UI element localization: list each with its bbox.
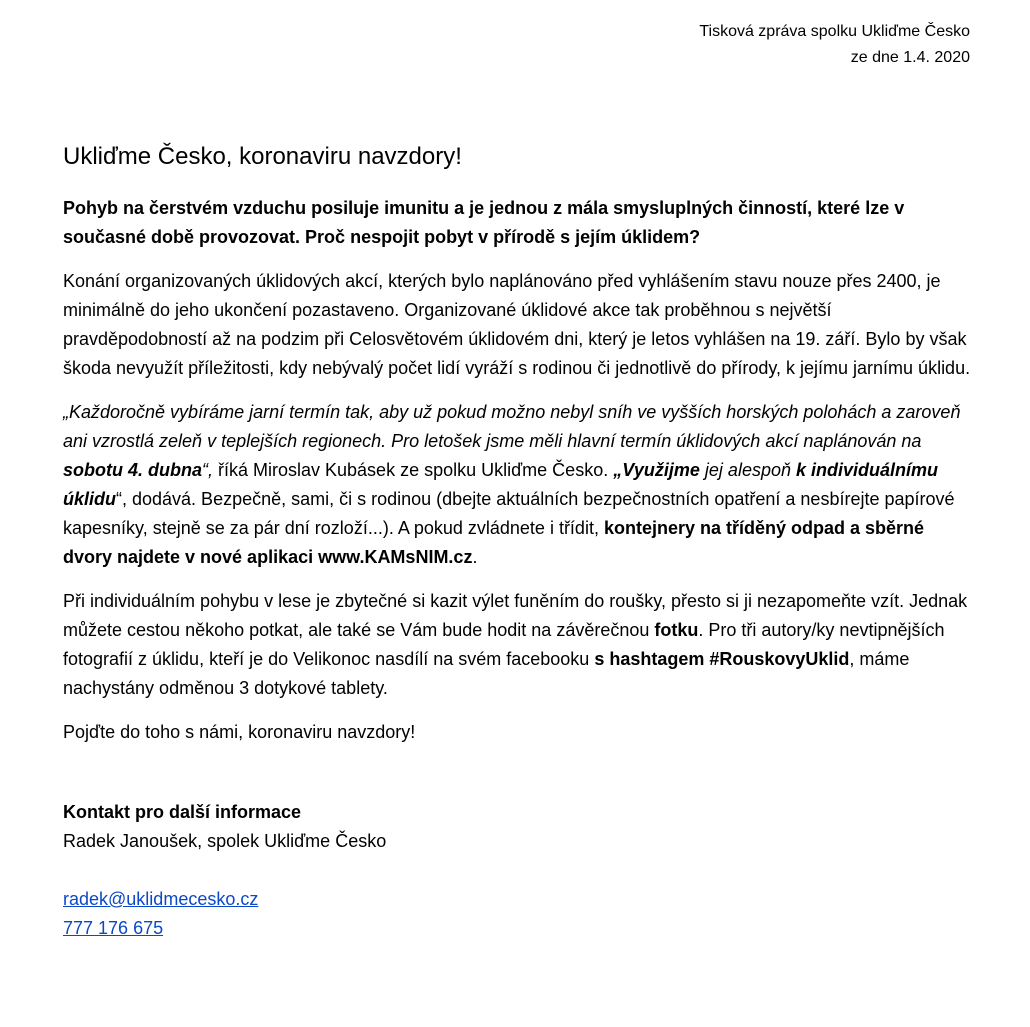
quote-2-end: “	[116, 489, 122, 509]
contact-name: Radek Janoušek, spolek Ukliďme Česko	[63, 831, 387, 851]
attribution: říká Miroslav Kubásek ze spolku Ukliďme Česko.	[213, 460, 614, 480]
lead-paragraph: Pohyb na čerstvém vzduchu posiluje imunitu a je jednou z mála smysluplných činností, které lze v současné době provozovat. Proč nespojit pobyt v přírodě s jejím úklidem?	[63, 198, 905, 247]
quote-1-date: sobotu 4. dubna	[63, 460, 202, 480]
paragraph-2	[63, 398, 973, 572]
paragraph-3-text-2: . Pro tři autory/ky nevtipnějších fotografií z úklidu, kteří je do Velikonoc nasdílí na svém facebooku	[63, 620, 945, 669]
contact-heading: Kontakt pro další informace	[63, 802, 302, 822]
paragraph-3-text-1: Při individuálním pohybu v lese je zbytečné si kazit výlet funěním do roušky, přesto si ji nezapomeňte vzít. Jednak můžete cestou někoho potkat, ale také se Vám bude hodit na závěrečnou	[63, 591, 968, 640]
quote-2-mid: jej alespoň	[699, 460, 796, 480]
paragraph-2-text: , dodává. Bezpečně, sami, či s rodinou (dbejte aktuálních bezpečnostních opatření a nesbírejte papírové kapesníky, stejně se za pár dní rozloží...). A pokud zvládnete i třídit,	[63, 489, 955, 538]
contact-section	[63, 798, 973, 943]
paragraph-4: Pojďte do toho s námi, koronaviru navzdory!	[63, 722, 416, 742]
quote-1: „Každoročně vybíráme jarní termín tak, aby už pokud možno nebyl sníh ve vyšších horských polohách a zaroveň ani vzrostlá zeleň v teplejších regionech. Pro letošek jsme měli hlavní termín úklidových akcí naplánován na	[63, 402, 961, 451]
contact-phone-link[interactable]: 777 176 675	[63, 918, 164, 938]
document-body	[63, 140, 973, 943]
header-date: ze dne 1.4. 2020	[850, 49, 970, 66]
header-line-1: Tisková zpráva spolku Ukliďme Česko	[699, 23, 970, 40]
hashtag: s hashtagem #RouskovyUklid	[594, 649, 850, 669]
contact-email-link[interactable]: radek@uklidmecesko.cz	[63, 889, 259, 909]
quote-1-end: “,	[202, 460, 213, 480]
contact-gap	[63, 856, 973, 885]
photo-word: fotku	[654, 620, 699, 640]
paragraph-3-text-3: , máme nachystány odměnou 3 dotykové tablety.	[63, 649, 910, 698]
paragraph-2-final: .	[472, 547, 478, 567]
section-spacer	[63, 762, 973, 798]
quote-2-bold: k individuálnímu úklidu	[63, 460, 939, 509]
quote-2-start: „Využijme	[613, 460, 700, 480]
page-title: Ukliďme Česko, koronaviru navzdory!	[63, 143, 462, 170]
document-header	[699, 19, 970, 71]
kamsnim-mention: kontejnery na tříděný odpad a sběrné dvory najdete v nové aplikaci www.KAMsNIM.cz	[63, 518, 925, 567]
paragraph-3	[63, 587, 973, 703]
paragraph-1: Konání organizovaných úklidových akcí, kterých bylo naplánováno před vyhlášením stavu nouze přes 2400, je minimálně do jeho ukončení pozastaveno. Organizované úklidové akce tak proběhnou s největší pravděpodobností až na podzim při Celosvětovém úklidovém dni, který je letos vyhlášen na 19. září. Bylo by však škoda nevyužít příležitosti, kdy nebývalý počet lidí vyráží s rodinou či jednotlivě do přírody, k jejímu jarnímu úklidu.	[63, 271, 971, 378]
